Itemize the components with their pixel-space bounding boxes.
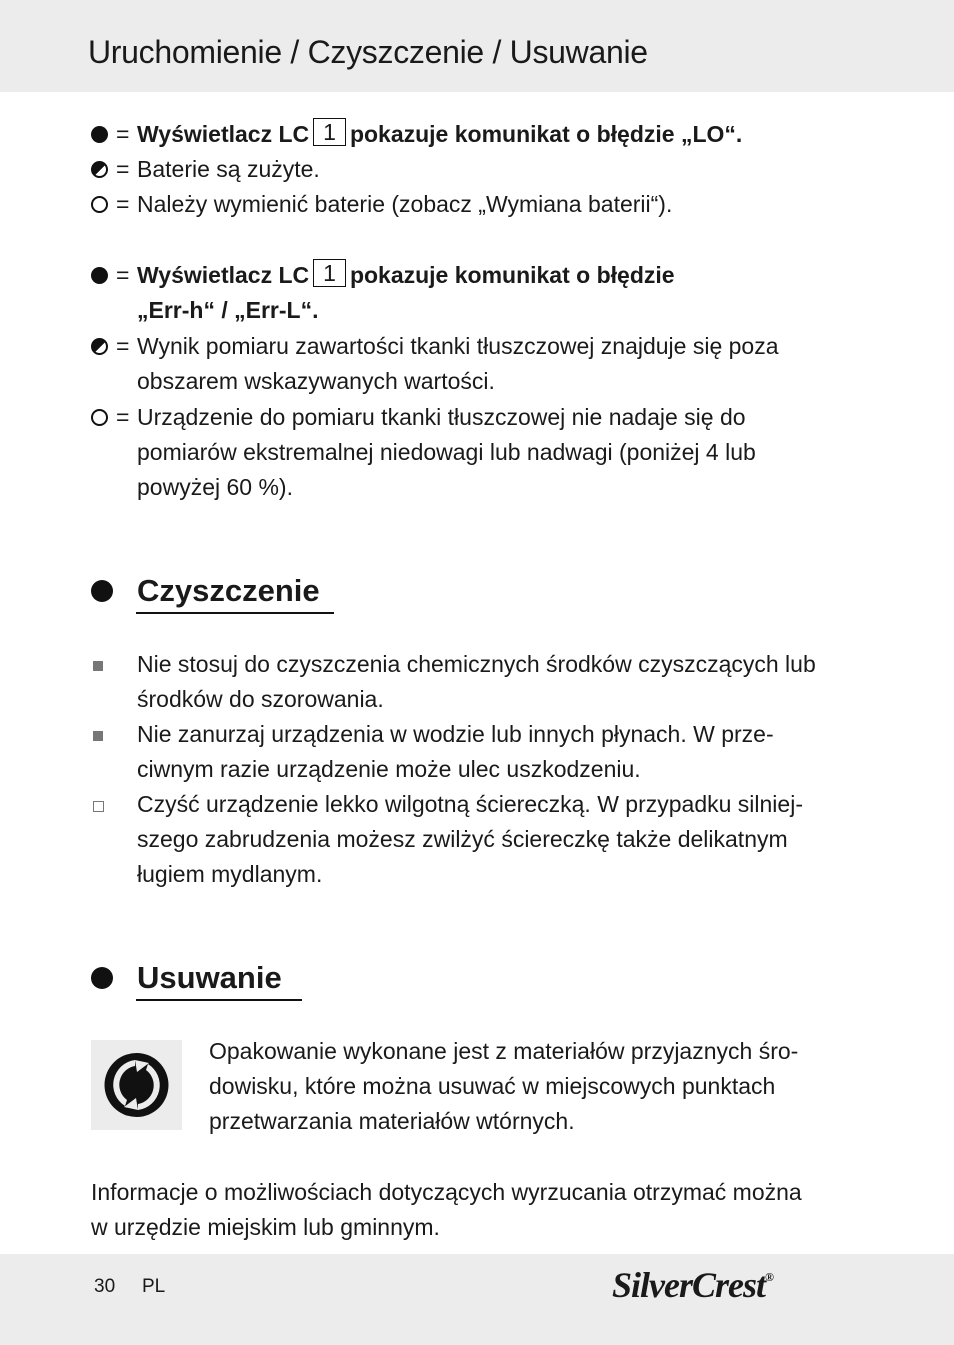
square-bullet-icon bbox=[93, 661, 103, 671]
checkbox-bullet-icon bbox=[93, 801, 104, 812]
ref-number: 1 bbox=[313, 259, 346, 287]
section-bullet-icon bbox=[91, 580, 113, 602]
section-title: Usuwanie bbox=[137, 960, 282, 995]
section-underline bbox=[136, 999, 302, 1001]
green-dot-recycle-icon bbox=[91, 1040, 182, 1130]
section-underline bbox=[136, 612, 334, 614]
brand-logo: SilverCrest® bbox=[612, 1265, 773, 1305]
section-title: Czyszczenie bbox=[137, 573, 320, 608]
empty-circle-icon bbox=[91, 196, 108, 213]
filled-circle-icon bbox=[91, 126, 108, 143]
square-bullet-icon bbox=[93, 731, 103, 741]
ref-number: 1 bbox=[313, 118, 346, 146]
page-header bbox=[0, 0, 954, 92]
half-circle-icon bbox=[91, 161, 108, 178]
packaging-text: Opakowanie wykonane jest z materiałów przyjaznych śro- dowisku, które można usuwać w miejscowych punktach przetwarzania materiałów wtórnych. bbox=[209, 1038, 799, 1134]
page-number: 30 bbox=[94, 1276, 116, 1297]
page-title: Uruchomienie / Czyszczenie / Usuwanie bbox=[88, 34, 648, 70]
page-footer bbox=[0, 1254, 954, 1345]
half-circle-icon bbox=[91, 338, 108, 355]
filled-circle-icon bbox=[91, 267, 108, 284]
language-code: PL bbox=[142, 1276, 166, 1297]
section-bullet-icon bbox=[91, 967, 113, 989]
disposal-info-text: Informacje o możliwościach dotyczących wyrzucania otrzymać można w urzędzie miejskim lub gminnym. bbox=[91, 1179, 802, 1240]
empty-circle-icon bbox=[91, 409, 108, 426]
